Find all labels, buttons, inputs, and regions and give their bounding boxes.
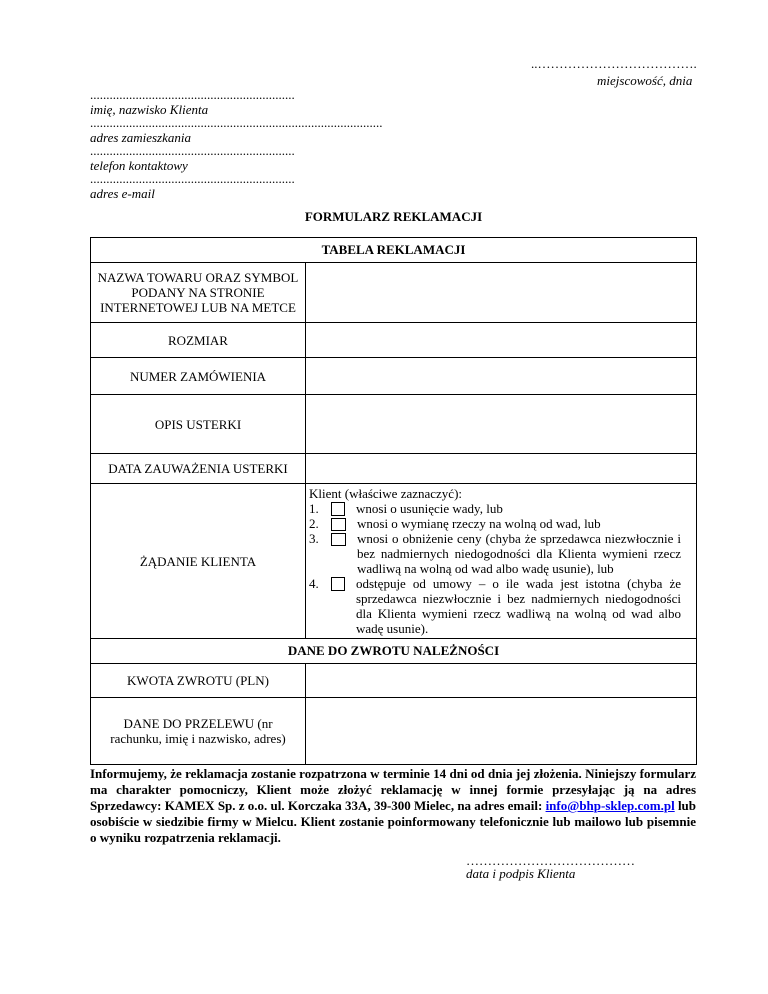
signature-dots: …………………………………: [466, 853, 635, 868]
place-date-dots: ..……………………………….: [531, 56, 697, 71]
order-number-field[interactable]: [306, 358, 697, 395]
checkbox-replace-item[interactable]: [331, 518, 346, 531]
phone-dots: ...............................................................: [90, 143, 295, 158]
name-dots: ...............................................................: [90, 87, 295, 102]
checkbox-remove-defect[interactable]: [331, 502, 345, 516]
order-number-label: NUMER ZAMÓWIENIA: [91, 358, 306, 395]
phone-label: telefon kontaktowy: [90, 158, 188, 173]
product-name-label: NAZWA TOWARU ORAZ SYMBOL PODANY NA STRONIE INTERNETOWEJ LUB NA METCE: [91, 263, 306, 323]
transfer-data-field[interactable]: [306, 698, 697, 765]
email-link[interactable]: info@bhp-sklep.com.pl: [545, 798, 675, 813]
info-note: Informujemy, że reklamacja zostanie rozpatrzona w terminie 14 dni od dnia jej złożenia. Niniejszy formularz ma charakter pomocniczy, Klient może złożyć reklamację w innej formie przesyłając ją na adres Sprzedawcy: KAMEX Sp. z o.o. ul. Korczaka 33A, 39-300 Mielec, na adres email: info@bhp-sklep.com.pl lub osobiście w siedzibie firmy w Mielcu. Klient zostanie poinformowany telefonicznie lub mailowo lub pisemnie o wyniku rozpatrzenia reklamacji.: [90, 766, 697, 845]
defect-date-label: DATA ZAUWAŻENIA USTERKI: [91, 454, 306, 484]
request-option-1: 1. wnosi o usunięcie wady, lub: [309, 501, 503, 516]
client-request-options: [306, 484, 697, 639]
email-label: adres e-mail: [90, 186, 155, 201]
defect-date-field[interactable]: [306, 454, 697, 484]
signature-label: data i podpis Klienta: [466, 866, 576, 881]
table-header: TABELA REKLAMACJI: [91, 238, 697, 263]
client-request-label: ŻĄDANIE KLIENTA: [91, 484, 306, 639]
email-dots: ...............................................................: [90, 171, 295, 186]
request-option-2: 2. wnosi o wymianę rzeczy na wolną od wad, lub: [309, 516, 601, 531]
defect-description-field[interactable]: [306, 395, 697, 454]
defect-description-label: OPIS USTERKI: [91, 395, 306, 454]
transfer-data-label: DANE DO PRZELEWU (nr rachunku, imię i nazwisko, adres): [91, 698, 306, 765]
checkbox-withdraw-contract[interactable]: [331, 577, 345, 591]
form-title: FORMULARZ REKLAMACJI: [304, 209, 483, 224]
size-field[interactable]: [306, 323, 697, 358]
product-name-field[interactable]: [306, 263, 697, 323]
name-label: imię, nazwisko Klienta: [90, 102, 209, 117]
refund-amount-field[interactable]: [306, 664, 697, 698]
request-option-4: 4. odstępuje od umowy – o ile wada jest istotna (chyba że sprzedawca niezwłocznie i bez nadmiernych niedogodności dla Klienta wymieni rzecz wadliwą na wolną od wad albo wadę usunie).: [309, 576, 681, 636]
request-option-3: 3. wnosi o obniżenie ceny (chyba że sprzedawca niezwłocznie i bez nadmiernych niedogodności dla Klienta wymieni rzecz wadliwą na wolną od wad albo wadę usunie), lub: [309, 531, 681, 576]
address-label: adres zamieszkania: [90, 130, 191, 145]
size-label: ROZMIAR: [91, 323, 306, 358]
place-date-label: miejscowość, dnia: [597, 73, 693, 88]
refund-header: DANE DO ZWROTU NALEŻNOŚCI: [91, 639, 697, 664]
refund-amount-label: KWOTA ZWROTU (PLN): [91, 664, 306, 698]
complaint-table: [90, 237, 697, 765]
checkbox-price-reduction[interactable]: [331, 533, 346, 546]
request-intro: Klient (właściwe zaznaczyć):: [309, 486, 463, 501]
address-dots: ..........................................................................................: [90, 115, 383, 130]
